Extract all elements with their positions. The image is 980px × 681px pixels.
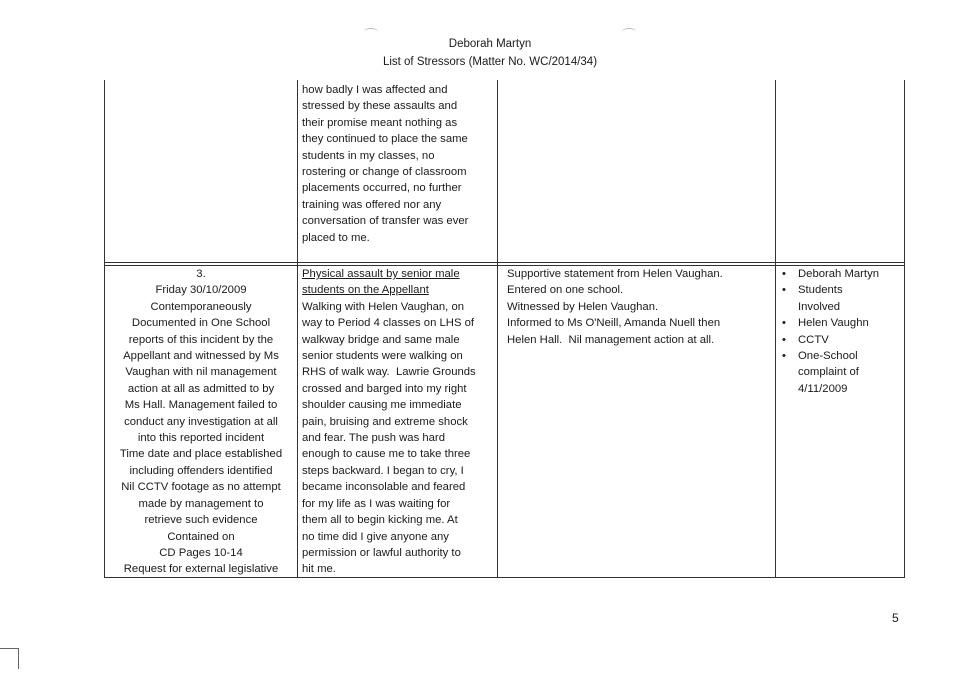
text-line: steps backward. I began to cry, I (302, 464, 464, 477)
heading-line: Physical assault by senior male (302, 268, 460, 280)
text-line: stressed by these assaults and (302, 100, 458, 113)
crop-mark (0, 648, 19, 669)
continuation-description (298, 80, 497, 246)
text-line: action at all as admitted to by (127, 382, 275, 395)
text-line: Supportive statement from Helen Vaughan. (507, 268, 723, 280)
witness-list (776, 263, 905, 397)
punch-hole-mark (364, 28, 378, 35)
text-line: hit me. (302, 563, 336, 576)
text-line: became inconsolable and feared (302, 481, 466, 494)
text-line: CD Pages 10-14 (159, 546, 243, 559)
text-line: Appellant and witnessed by Ms (123, 350, 279, 363)
text-line: conversation of transfer was ever (302, 215, 469, 228)
witness-list-item: • Helen Vaughn (776, 315, 905, 331)
text-line: crossed and barged into my right (302, 382, 467, 395)
text-line: Time date and place established (119, 448, 283, 461)
table-row-3 (104, 262, 905, 578)
text-line: permission or lawful authority to (302, 546, 461, 559)
text-line: Friday 30/10/2009 (155, 284, 247, 297)
text-line: senior students were walking on (302, 350, 463, 363)
text-line: Entered on one school. (507, 284, 624, 297)
incident-description-cell (297, 263, 497, 577)
text-line: Vaughan with nil management (125, 366, 277, 379)
text-line: enough to cause me to take three (302, 448, 471, 461)
text-line: training was offered nor any (302, 198, 442, 211)
witnesses-cell (775, 263, 905, 577)
continuation-witness-cell (775, 80, 905, 265)
witness-list-item: • Deborah Martyn (776, 266, 905, 282)
text-line: made by management to (138, 497, 264, 510)
text-line: Request for external legislative (123, 563, 279, 576)
text-line: walkway bridge and same male (302, 333, 460, 346)
text-line: placements occurred, no further (302, 182, 462, 195)
text-line: Helen Hall. Nil management action at all. (507, 333, 715, 346)
text-line: their promise meant nothing as (302, 116, 458, 129)
text-line: no time did I give anyone any (302, 530, 449, 543)
text-line: conduct any investigation at all (124, 415, 278, 428)
text-line: students in my classes, no (302, 149, 435, 162)
text-line: placed to me. (302, 231, 370, 244)
text-line: Ms Hall. Management failed to (124, 399, 278, 412)
text-line: Informed to Ms O'Neill, Amanda Nuell then (507, 317, 721, 330)
text-line: Walking with Helen Vaughan, on (302, 300, 465, 313)
heading-line: students on the Appellant (302, 284, 429, 297)
text-line: shoulder causing me immediate (302, 399, 462, 412)
incident-description (298, 299, 497, 578)
evidence-cell (497, 263, 775, 577)
incident-heading (298, 263, 497, 299)
text-line: and fear. The push was hard (302, 432, 445, 445)
text-line: retrieve such evidence (144, 514, 258, 527)
witness-list-item: • One-School complaint of 4/11/2009 (776, 348, 905, 397)
witness-list-item: • Students Involved (776, 282, 905, 315)
text-line: Nil CCTV footage as no attempt (121, 481, 281, 494)
text-line: RHS of walk way. Lawrie Grounds (302, 366, 476, 379)
continuation-evidence-cell (497, 80, 775, 265)
continuation-description-cell (297, 80, 497, 265)
text-line: Witnessed by Helen Vaughan. (507, 300, 659, 313)
text-line: they continued to place the same (302, 133, 468, 146)
document-author: Deborah Martyn (448, 38, 532, 50)
document-title: List of Stressors (Matter No. WC/2014/34) (382, 56, 598, 68)
text-line: into this reported incident (137, 432, 265, 445)
text-line: them all to begin kicking me. At (302, 514, 458, 527)
text-line: including offenders identified (129, 464, 273, 477)
text-line: reports of this incident by the (128, 333, 274, 346)
punch-hole-mark (622, 28, 636, 35)
text-line: rostering or change of classroom (302, 166, 467, 179)
witness-list-item: • CCTV (776, 332, 905, 348)
evidence-text (498, 263, 775, 348)
table-row-continuation (104, 80, 905, 266)
text-line: pain, bruising and extreme shock (302, 415, 468, 428)
text-line: how badly I was affected and (302, 84, 448, 96)
text-line: Contemporaneously (150, 300, 252, 313)
text-line: way to Period 4 classes on LHS of (302, 317, 475, 330)
incident-summary-cell (105, 263, 297, 577)
text-line: Documented in One School (131, 317, 271, 330)
text-line: 3. (196, 268, 206, 280)
incident-summary (105, 263, 297, 578)
page-number: 5 (892, 611, 899, 625)
text-line: for my life as I was waiting for (302, 497, 451, 510)
text-line: Contained on (167, 530, 235, 543)
